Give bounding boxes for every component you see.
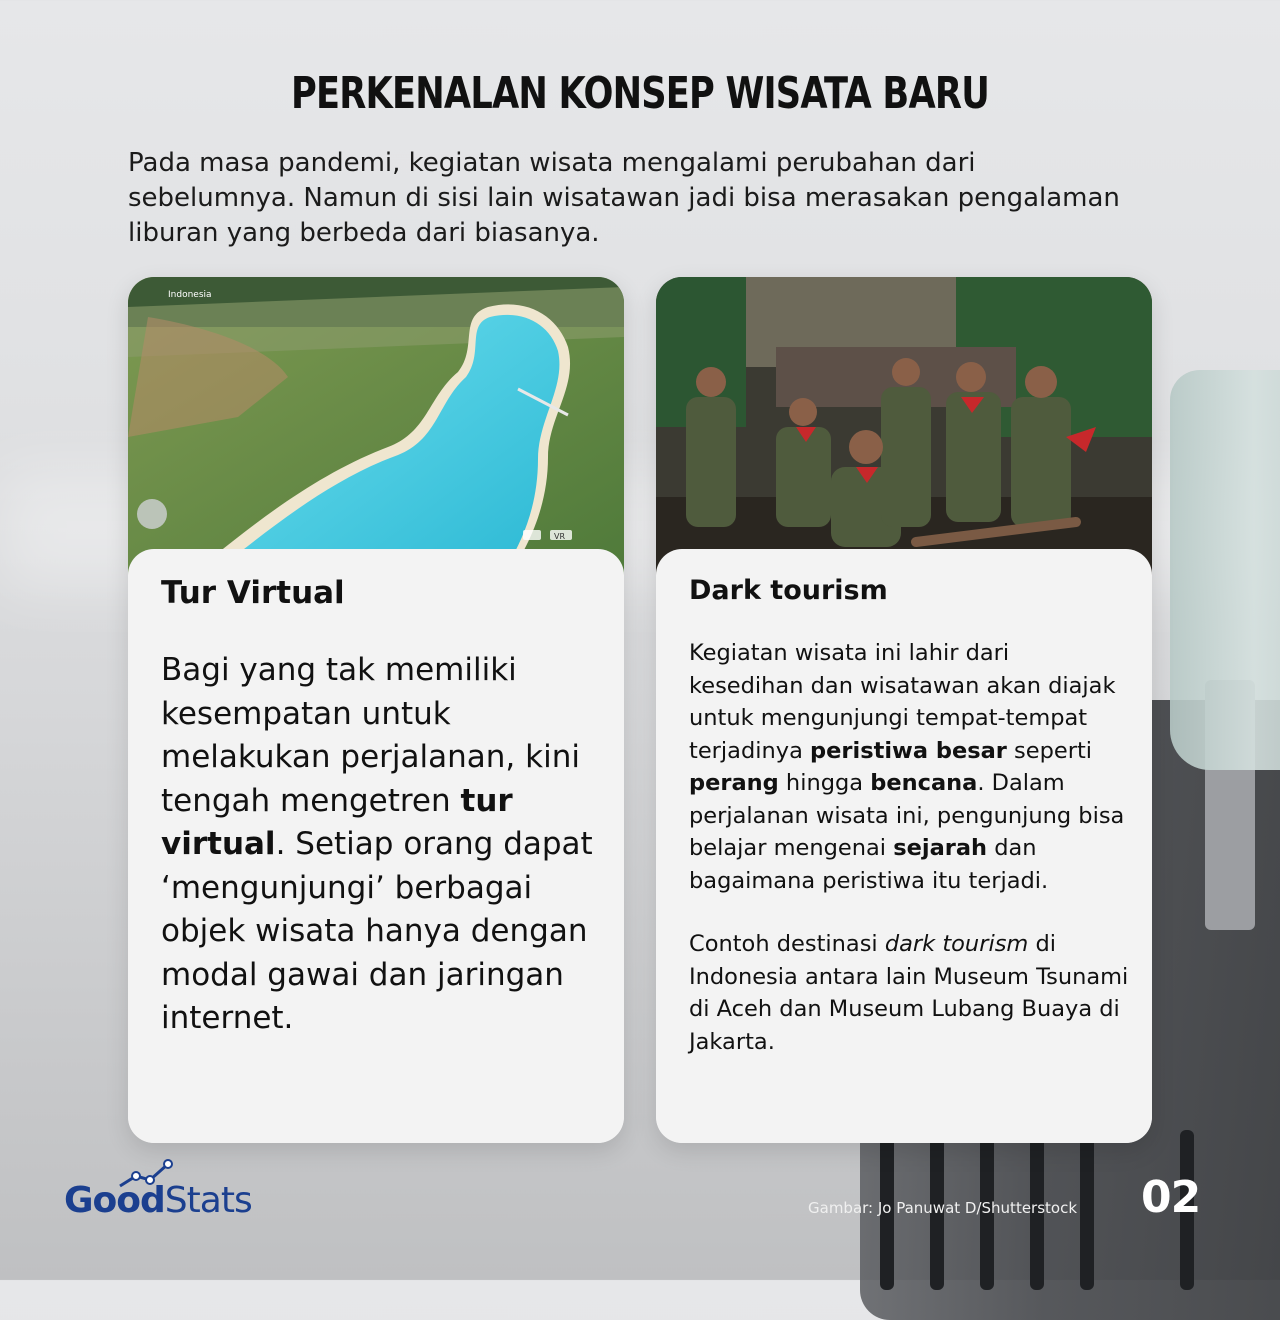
text-run: seperti <box>1006 737 1093 764</box>
card-title: Tur Virtual <box>161 575 345 611</box>
bold-text-run: bencana <box>870 770 978 796</box>
text-run: . Dalam perjalanan wisata ini, pengunjung bisa belajar mengenai <box>689 770 1125 861</box>
text-run: Bagi yang tak memiliki kesempatan untuk melakukan perjalanan, kini tengah mengetren <box>161 652 580 819</box>
logo-bold-text: Good <box>64 1180 165 1221</box>
card-title: Dark tourism <box>689 575 888 606</box>
text-run: hingga <box>778 770 871 796</box>
photo-vr-label: VR <box>554 532 566 541</box>
text-run: . Setiap orang dapat ‘mengunjungi’ berbagai objek wisata hanya dengan modal gawai dan jaringan internet. <box>161 826 593 1036</box>
text-run: Contoh destinasi <box>689 931 885 957</box>
face-mask-decoration <box>1170 370 1280 770</box>
lagoon-aerial-photo <box>128 277 624 577</box>
page-number: 02 <box>1141 1172 1201 1223</box>
italic-text-run: dark tourism <box>884 931 1029 957</box>
logo-light-text: Stats <box>164 1180 252 1221</box>
suitcase-rib <box>1080 1130 1094 1290</box>
card-virtual-tour <box>128 277 624 1143</box>
text-run: Kegiatan wisata ini lahir dari kesedihan dan wisatawan akan diajak untuk mengunjungi tempat-tempat terjadinya <box>689 640 1116 764</box>
museum-diorama-photo <box>656 277 1152 577</box>
bold-text-run: sejarah <box>893 835 988 861</box>
text-run: dan bagaimana peristiwa itu terjadi. <box>689 835 1049 894</box>
intro-paragraph: Pada masa pandemi, kegiatan wisata mengalami perubahan dari sebelumnya. Namun di sisi lain wisatawan jadi bisa merasakan pengalaman liburan yang berbeda dari biasanya. <box>128 148 1120 248</box>
image-credit: Gambar: Jo Panuwat D/Shutterstock <box>808 1199 1078 1217</box>
page-title: PERKENALAN KONSEP WISATA BARU <box>290 68 989 119</box>
goodstats-logo <box>64 1180 252 1221</box>
bold-text-run: tur virtual <box>161 782 513 862</box>
card-dark-tourism <box>656 277 1152 1143</box>
photo-watermark: Indonesia <box>168 290 212 300</box>
bold-text-run: peristiwa besar <box>810 737 1007 764</box>
card-body-paragraph <box>161 649 601 1041</box>
card-body-paragraph <box>689 637 1129 897</box>
bold-text-run: perang <box>689 770 779 796</box>
card-body <box>689 637 1129 1058</box>
text-run: di Indonesia antara lain Museum Tsunami di Aceh dan Museum Lubang Buaya di Jakarta. <box>689 931 1129 1055</box>
card-body-paragraph-examples <box>689 928 1129 1058</box>
card-body <box>161 649 601 1041</box>
